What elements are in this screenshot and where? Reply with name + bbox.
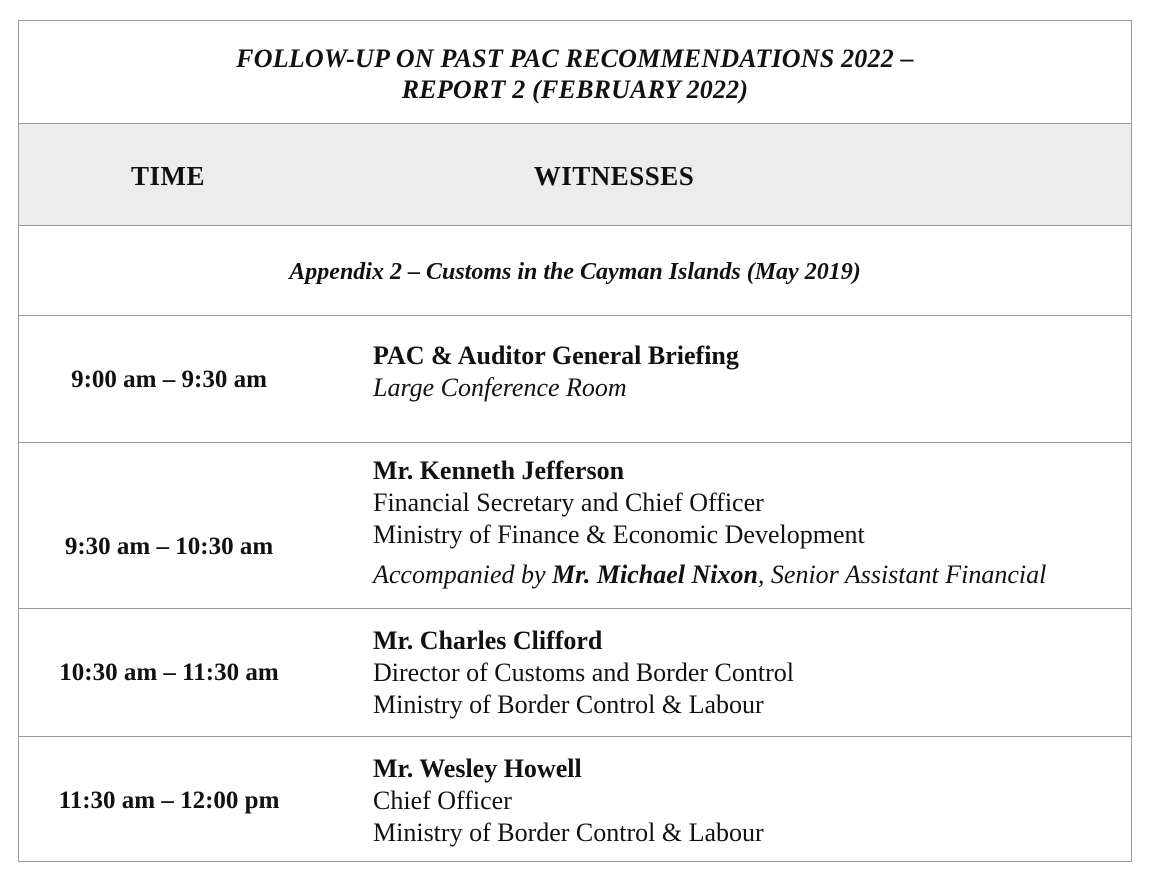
title-line-2: REPORT 2 (FEBRUARY 2022) — [401, 75, 749, 104]
title-row — [19, 21, 1131, 123]
time-slot: 11:30 am – 12:00 pm — [58, 787, 280, 814]
witness-cell — [373, 625, 1111, 721]
table-row — [19, 608, 1131, 736]
time-slot: 9:30 am – 10:30 am — [64, 533, 274, 560]
witness-ministry: Ministry of Finance & Economic Development — [373, 520, 865, 549]
witness-title: Financial Secretary and Chief Officer — [373, 488, 764, 517]
witness-name: Mr. Kenneth Jefferson — [373, 456, 625, 485]
accompanied-by — [373, 559, 1111, 591]
table-row — [19, 442, 1131, 608]
table-row — [19, 736, 1131, 863]
document-title — [19, 43, 1131, 105]
time-slot: 9:00 am – 9:30 am — [71, 366, 267, 393]
witness-ministry: Ministry of Border Control & Labour — [373, 690, 764, 719]
witness-name: PAC & Auditor General Briefing — [373, 341, 739, 370]
witness-cell — [373, 340, 1111, 404]
accompanied-prefix: Accompanied by — [373, 560, 553, 589]
accompanied-title: , Senior Assistant Financial — [757, 560, 1047, 589]
witness-ministry: Ministry of Border Control & Labour — [373, 818, 764, 847]
header-time: TIME — [130, 161, 205, 191]
accompanied-name: Mr. Michael Nixon — [552, 560, 758, 589]
header-witnesses: WITNESSES — [533, 161, 695, 191]
title-line-1: FOLLOW-UP ON PAST PAC RECOMMENDATIONS 2022 – — [236, 44, 914, 73]
location: Large Conference Room — [373, 373, 627, 402]
witness-name: Mr. Wesley Howell — [373, 754, 582, 783]
witness-cell — [373, 455, 1111, 591]
witness-title: Director of Customs and Border Control — [373, 658, 794, 687]
witness-name: Mr. Charles Clifford — [373, 626, 603, 655]
section-row — [19, 225, 1131, 315]
section-title: Appendix 2 – Customs in the Cayman Islands (May 2019) — [289, 259, 861, 285]
table-row — [19, 315, 1131, 442]
witness-cell — [373, 753, 1111, 849]
witness-schedule-table — [18, 20, 1132, 862]
witness-title: Chief Officer — [373, 786, 512, 815]
header-row — [19, 123, 1131, 225]
time-slot: 10:30 am – 11:30 am — [59, 659, 279, 686]
